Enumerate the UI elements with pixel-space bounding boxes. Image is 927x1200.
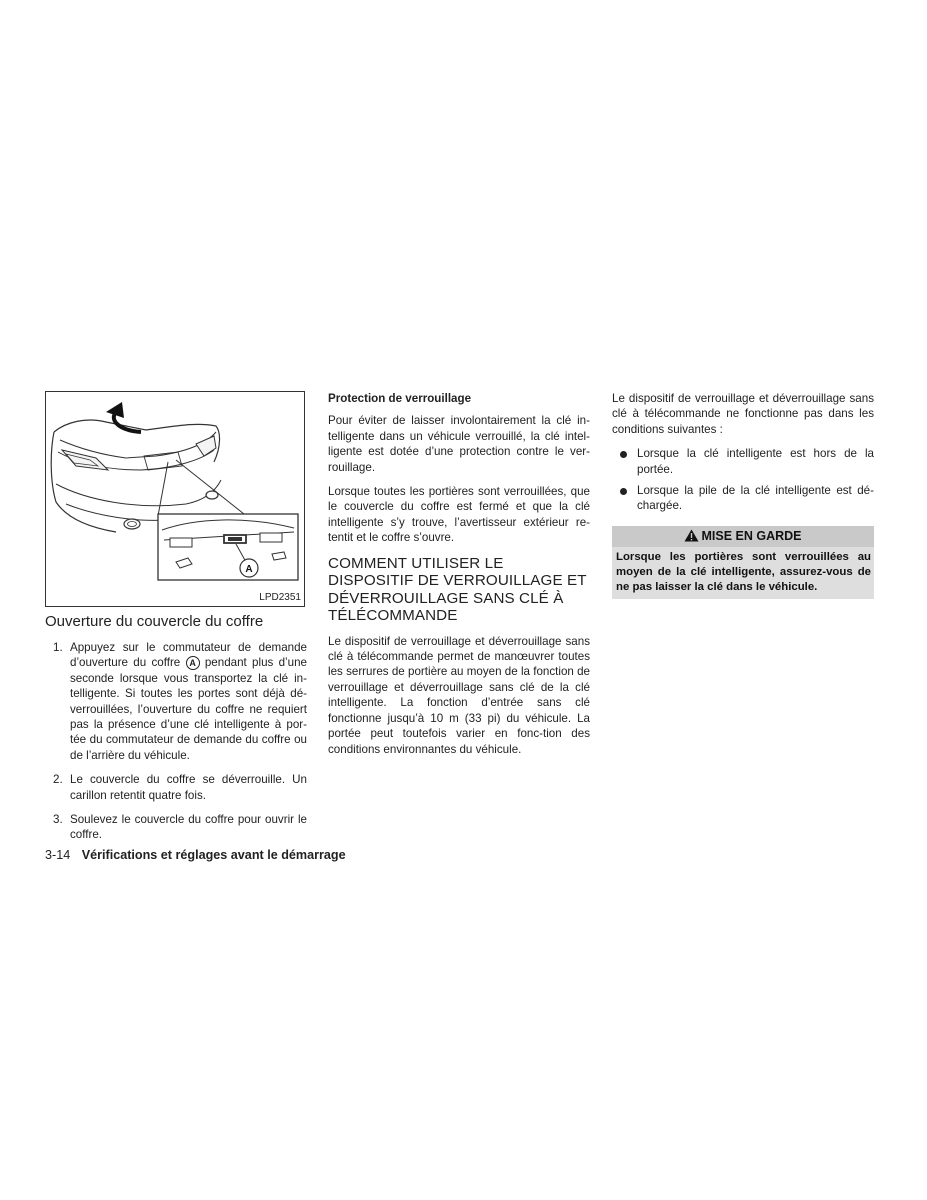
caution-box — [612, 526, 874, 600]
conditions-intro: Le dispositif de verrouillage et déverrouillage sans clé à télécommande ne fonctionne pas dans les conditions suivantes : — [612, 392, 874, 436]
section-title: COMMENT UTILISER LE DISPOSITIF DE VERROUILLAGE ET DÉVERROUILLAGE SANS CLÉ À TÉLÉCOMMANDE — [328, 554, 587, 625]
step-number: 2. — [53, 773, 63, 787]
protection-paragraph-1: Pour éviter de laisser involontairement la clé in-telligente dans un véhicule verrouillé, la clé intel-ligente est dotée d’une protection contre le ver-rouillage. — [328, 414, 590, 474]
bullet-text: Lorsque la pile de la clé intelligente est dé-chargée. — [637, 484, 874, 513]
step-3 — [45, 812, 307, 843]
keyless-paragraph: Le dispositif de verrouillage et déverrouillage sans clé à télécommande permet de manœuvrer toutes les serrures de portière au moyen de la fonction de verrouillage et déverrouillage sans clé de la clé intelligente. La fonction d’entrée sans clé fonctionne jusqu’à 10 m (33 pi) du véhicule. La portée peut toutefois varier en fonc-tion des conditions environnantes du véhicule. — [328, 634, 590, 756]
bullet-icon — [620, 488, 627, 495]
step-3-text: Soulevez le couvercle du coffre pour ouvrir le coffre. — [70, 813, 307, 842]
page-number: 3-14 — [45, 848, 71, 862]
bullet-text: Lorsque la clé intelligente est hors de la portée. — [637, 447, 874, 476]
protection-paragraph-2: Lorsque toutes les portières sont verrouillées, que le couvercle du coffre est fermé et que la clé intelligente s’y trouve, l’avertisseur extérieur re-tentit et le coffre s’ouvre. — [328, 485, 590, 545]
caution-title: MISE EN GARDE — [701, 528, 802, 543]
step-1 — [45, 640, 307, 763]
figure-code: LPD2351 — [259, 592, 301, 603]
chapter-title: Vérifications et réglages avant le démarrage — [81, 848, 346, 862]
caution-text: Lorsque les portières sont verrouillées au moyen de la clé intelligente, assurez-vous de ne pas laisser la clé dans le véhicule. — [616, 550, 871, 594]
bullet-icon — [620, 451, 627, 458]
right-column — [612, 391, 874, 599]
step-1-text-before: Appuyez sur le commutateur de demande d’ouverture du coffre — [70, 641, 307, 670]
trunk-illustration — [46, 392, 306, 608]
step-number: 3. — [53, 813, 63, 827]
protection-heading: Protection de verrouillage — [328, 392, 472, 405]
trunk-figure — [45, 391, 305, 607]
trunk-opening-subtitle: Ouverture du couvercle du coffre — [45, 613, 264, 630]
left-column — [45, 391, 307, 852]
warning-icon — [684, 528, 699, 549]
list-item — [612, 446, 874, 477]
step-number: 1. — [53, 641, 63, 654]
conditions-list — [612, 446, 874, 514]
trunk-steps-list — [45, 640, 307, 843]
list-item — [612, 483, 874, 514]
step-2-text: Le couvercle du coffre se déverrouille. Un carillon retentit quatre fois. — [70, 773, 307, 802]
step-1-text-after: pendant plus d’une seconde lorsque vous transportez la clé in-telligente. Si toutes les portes sont déjà dé-verrouillées, l’ouverture du coffre ne requiert pas la présence d’une clé intelligente à por-tée du commutateur de demande du coffre ou de l’arrière du véhicule. — [70, 656, 307, 762]
page-footer — [45, 847, 346, 863]
callout-a-label: A — [245, 564, 253, 575]
step-2 — [45, 772, 307, 803]
caution-header — [612, 526, 874, 547]
middle-column — [328, 391, 590, 766]
callout-a-marker: A — [186, 656, 200, 670]
